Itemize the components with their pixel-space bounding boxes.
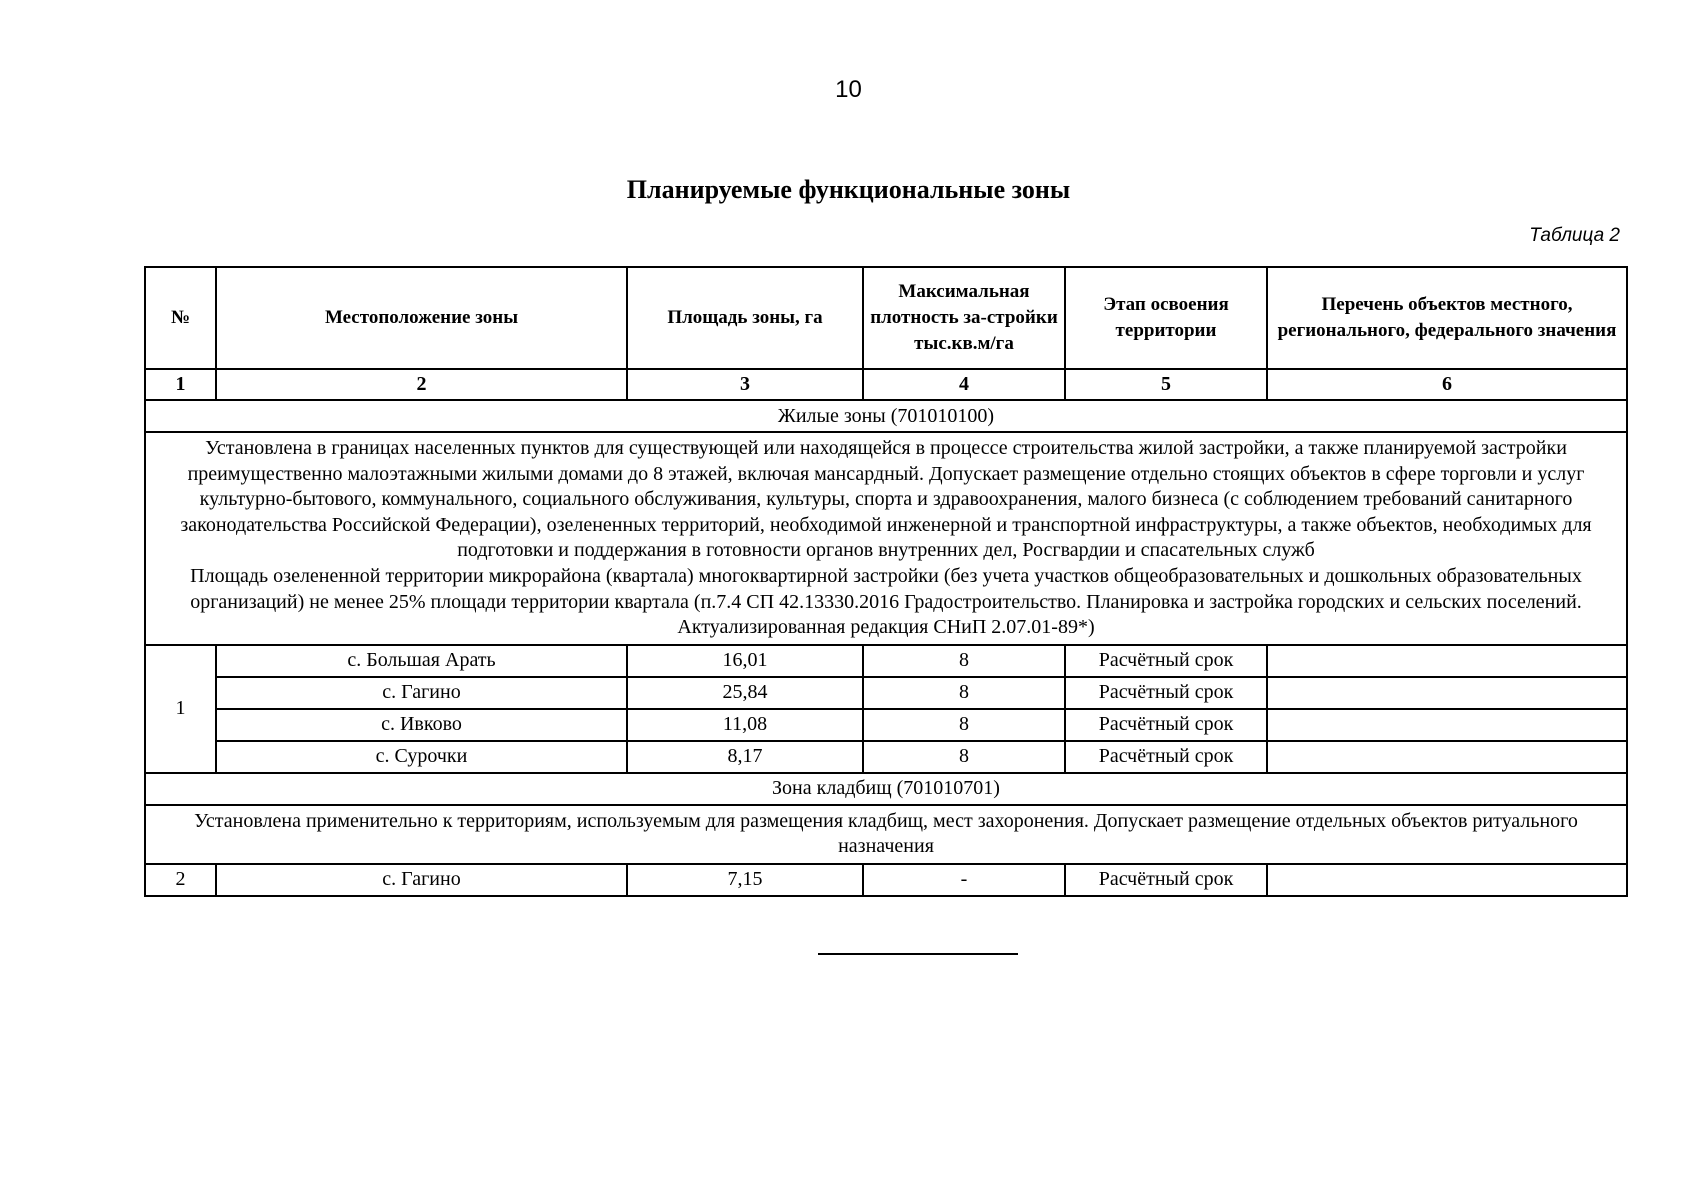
cell-density: - [863, 864, 1065, 896]
cell-stage: Расчётный срок [1065, 864, 1267, 896]
zone-description-row [145, 805, 1627, 864]
zone-note-text: Площадь озелененной территории микрорайона (квартала) многоквартирной застройки (без учета участков общеобразовательных и дошкольных образовательных организаций) не менее 25% площади территории квартала (п.7.4 СП 42.13330.2016 Градостроительство. Планировка и застройка городских и сельских поселений. Актуализированная редакция СНиП 2.07.01-89*) [190, 564, 1582, 639]
zone-heading-row [145, 773, 1627, 805]
column-number: 3 [627, 369, 863, 400]
table-row [145, 741, 1627, 773]
table-row [145, 864, 1627, 896]
cell-area: 8,17 [627, 741, 863, 773]
cell-location: с. Гагино [216, 864, 627, 896]
page-number: 10 [835, 76, 862, 103]
cell-stage: Расчётный срок [1065, 645, 1267, 677]
header-location: Местоположение зоны [216, 267, 627, 369]
cell-density: 8 [863, 645, 1065, 677]
cell-location: с. Ивково [216, 709, 627, 741]
zone-heading-cemetery: Зона кладбищ (701010701) [145, 773, 1627, 805]
zone-description-row [145, 432, 1627, 645]
header-objects: Перечень объектов местного, регионального, федерального значения [1267, 267, 1627, 369]
cell-objects [1267, 741, 1627, 773]
cell-density: 8 [863, 709, 1065, 741]
header-density: Максимальная плотность за-стройки тыс.кв.м/га [863, 267, 1065, 369]
cell-area: 11,08 [627, 709, 863, 741]
header-stage: Этап освоения территории [1065, 267, 1267, 369]
cell-location: с. Большая Арать [216, 645, 627, 677]
cell-density: 8 [863, 677, 1065, 709]
table-row [145, 709, 1627, 741]
cell-location: с. Гагино [216, 677, 627, 709]
column-numbers-row [145, 369, 1627, 400]
cell-area: 16,01 [627, 645, 863, 677]
cell-stage: Расчётный срок [1065, 709, 1267, 741]
cell-stage: Расчётный срок [1065, 677, 1267, 709]
cell-objects [1267, 864, 1627, 896]
group-number: 2 [145, 864, 216, 896]
table-row [145, 645, 1627, 677]
column-number: 5 [1065, 369, 1267, 400]
page-title: Планируемые функциональные зоны [626, 175, 1071, 204]
header-row [145, 267, 1627, 369]
zone-description-cemetery: Установлена применительно к территориям, используемым для размещения кладбищ, мест захоронения. Допускает размещение отдельных объектов ритуального назначения [145, 805, 1627, 864]
zones-table [144, 266, 1628, 897]
cell-area: 7,15 [627, 864, 863, 896]
cell-objects [1267, 677, 1627, 709]
table-row [145, 677, 1627, 709]
column-number: 4 [863, 369, 1065, 400]
cell-area: 25,84 [627, 677, 863, 709]
group-number: 1 [145, 645, 216, 773]
zone-heading-residential: Жилые зоны (701010100) [145, 400, 1627, 432]
end-divider [818, 953, 1018, 955]
column-number: 2 [216, 369, 627, 400]
cell-density: 8 [863, 741, 1065, 773]
cell-objects [1267, 645, 1627, 677]
zone-description-residential [145, 432, 1627, 645]
header-area: Площадь зоны, га [627, 267, 863, 369]
column-number: 6 [1267, 369, 1627, 400]
header-number: № [145, 267, 216, 369]
table-caption: Таблица 2 [1529, 225, 1620, 246]
cell-objects [1267, 709, 1627, 741]
column-number: 1 [145, 369, 216, 400]
cell-location: с. Сурочки [216, 741, 627, 773]
zone-description-text: Установлена в границах населенных пунктов для существующей или находящейся в процессе строительства жилой застройки, а также планируемой застройки преимущественно малоэтажными жилыми домами до 8 этажей, включая мансардный. Допускает размещение отдельно стоящих объектов в сфере торговли и услуг культурно-бытового, коммунального, социального обслуживания, культуры, спорта и здравоохранения, малого бизнеса (с соблюдением требований санитарного законодательства Российской Федерации), озелененных территорий, необходимой инженерной и транспортной инфраструктуры, а также объектов, необходимых для подготовки и поддержания в готовности органов внутренних дел, Росгвардии и спасательных служб [180, 437, 1592, 562]
zone-heading-row [145, 400, 1627, 432]
cell-stage: Расчётный срок [1065, 741, 1267, 773]
